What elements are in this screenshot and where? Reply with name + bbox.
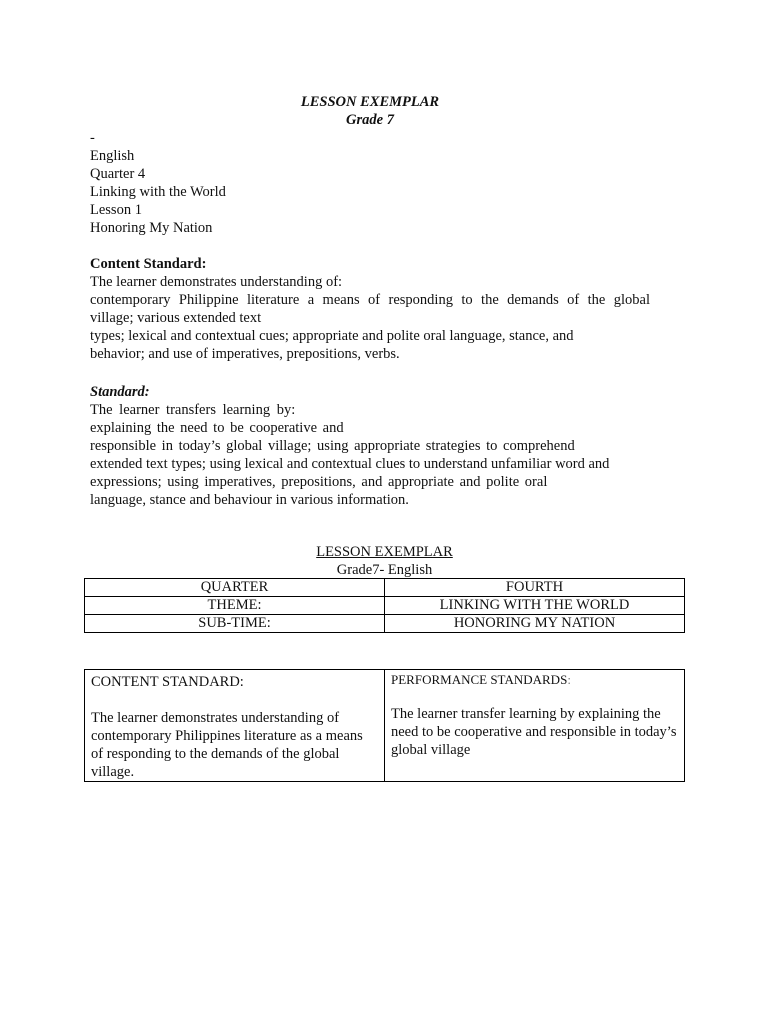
info-block [90,129,650,237]
performance-standard-cell-body: The learner transfer learning by explaining the need to be cooperative and responsible in today’s global village [391,706,677,758]
content-standard-line: village; various extended text [90,310,262,326]
lesson-table-subtitle: Grade7- English [336,562,433,578]
performance-standard-line: responsible in today’s global village; using appropriate strategies to comprehend [90,438,575,454]
performance-standard-line: explaining the need to be cooperative and [90,420,344,436]
content-standard-heading: Content Standard: [90,256,207,272]
info-dash: - [90,130,95,146]
content-standard-section [90,255,650,363]
info-theme: Linking with the World [90,184,226,200]
document-body [90,93,650,509]
performance-standard-cell-colon: : [567,672,571,687]
content-standard-line: types; lexical and contextual cues; appropriate and polite oral language, stance, and [90,328,574,344]
info-lesson: Lesson 1 [90,202,142,218]
performance-standard-heading: Standard: [90,384,150,400]
table-row [85,670,685,782]
content-standard-cell-body: The learner demonstrates understanding of contemporary Philippines literature as a means of responding to the demands of the global village. [91,710,363,780]
performance-standard-line: language, stance and behaviour in various information. [90,492,409,508]
table-cell-label: SUB-TIME: [85,615,385,633]
performance-standard-cell [385,670,685,782]
table-row [85,597,685,615]
content-standard-cell-heading: CONTENT STANDARD: [91,674,244,690]
document-title: LESSON EXEMPLAR [300,94,440,110]
performance-standard-cell-heading: PERFORMANCE STANDARDS [391,672,568,687]
lesson-table-title: LESSON EXEMPLAR [316,544,453,560]
content-standard-line: The learner demonstrates understanding of: [90,274,343,290]
table-cell-value: FOURTH [385,579,685,597]
info-subject: English [90,148,135,164]
performance-standard-line: expressions; using imperatives, prepositions, and appropriate and polite oral [90,474,548,490]
table-cell-label: QUARTER [85,579,385,597]
content-standard-line: behavior; and use of imperatives, prepositions, verbs. [90,346,400,362]
table-row [85,579,685,597]
content-standard-cell [85,670,385,782]
performance-standard-line: The learner transfers learning by: [90,402,296,418]
document-grade: Grade 7 [346,112,394,128]
table-cell-label: THEME: [85,597,385,615]
performance-standard-line: extended text types; using lexical and contextual clues to understand unfamiliar word and [90,456,610,472]
table-row [85,615,685,633]
lesson-table-caption [84,543,685,579]
content-standard-line: contemporary Philippine literature a means of responding to the demands of the global [90,292,650,308]
table-cell-value: HONORING MY NATION [385,615,685,633]
lesson-info-table [84,578,685,633]
table-cell-value: LINKING WITH THE WORLD [385,597,685,615]
performance-standard-section [90,383,650,509]
standards-table [84,669,685,782]
info-quarter: Quarter 4 [90,166,146,182]
info-topic: Honoring My Nation [90,220,213,236]
